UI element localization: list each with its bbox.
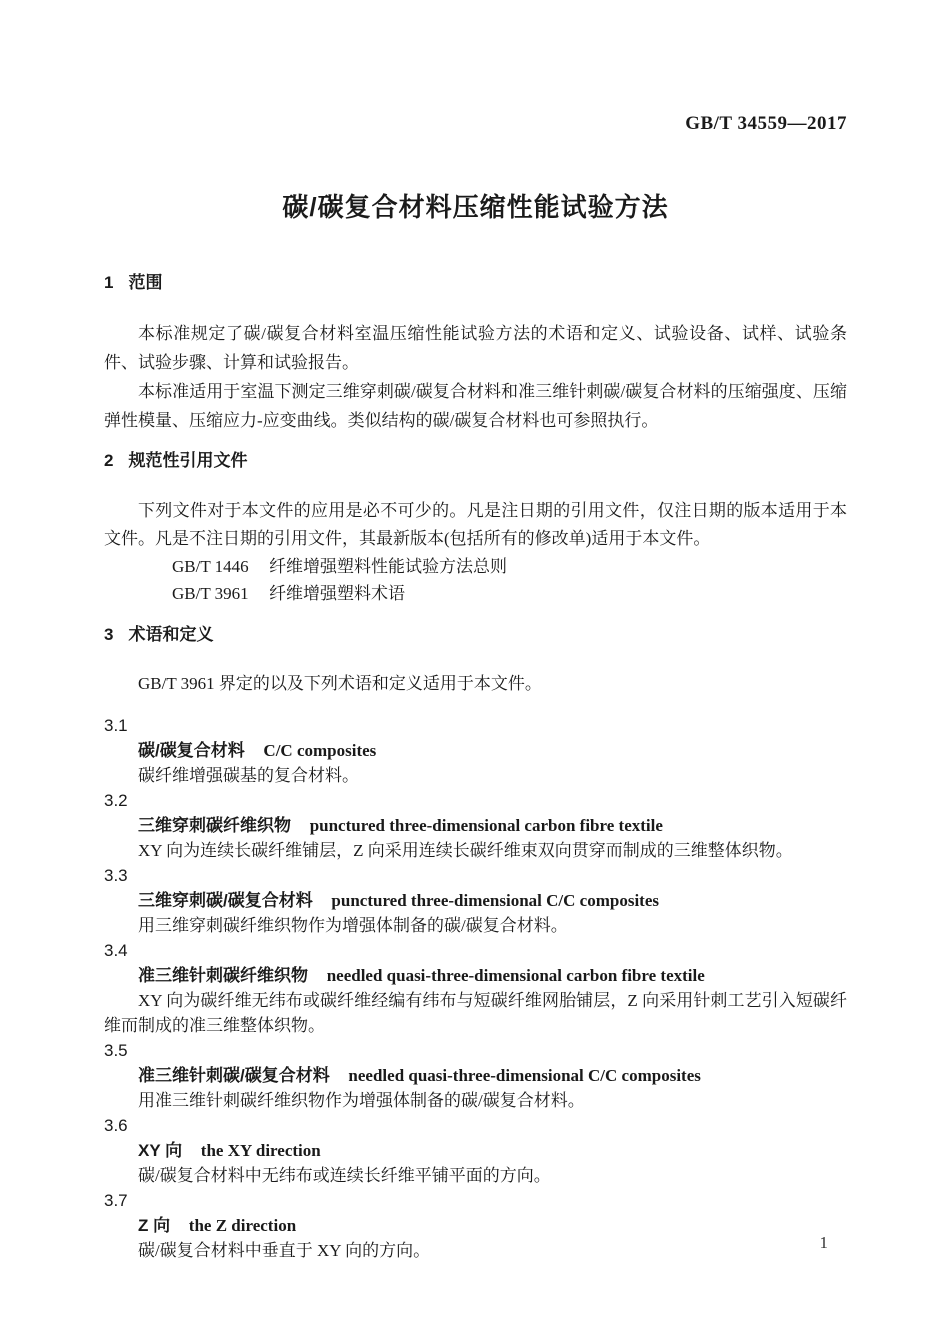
section-1-paragraph-1: 本标准规定了碳/碳复合材料室温压缩性能试验方法的术语和定义、试验设备、试样、试验条件、试验步骤、计算和试验报告。 <box>104 324 847 372</box>
standard-number: GB/T 34559—2017 <box>685 113 847 134</box>
section-1-paragraph-2: 本标准适用于室温下测定三维穿刺碳/碳复合材料和准三维针刺碳/碳复合材料的压缩强度、压缩弹性模量、压缩应力-应变曲线。类似结构的碳/碳复合材料也可参照执行。 <box>104 382 847 430</box>
term-title <box>104 963 847 988</box>
term-title-zh: 三维穿刺碳纤维织物 <box>138 816 291 835</box>
term-number: 3.7 <box>104 1191 128 1210</box>
section-1-heading <box>104 271 847 295</box>
term-block <box>104 1038 847 1113</box>
section-2-paragraph-1: 下列文件对于本文件的应用是必不可少的。凡是注日期的引用文件，仅注日期的版本适用于本文件。凡是不注日期的引用文件，其最新版本(包括所有的修改单)适用于本文件。 <box>104 501 847 548</box>
term-title-zh: XY 向 <box>138 1141 183 1160</box>
term-title-zh: 三维穿刺碳/碳复合材料 <box>138 891 313 910</box>
reference-code: GB/T 3961 <box>172 584 249 603</box>
term-title-zh: 准三维针刺碳纤维织物 <box>138 966 308 985</box>
term-block <box>104 788 847 863</box>
term-title <box>104 888 847 913</box>
reference-item <box>104 553 847 580</box>
reference-item <box>104 580 847 607</box>
term-title-en: the XY direction <box>200 1141 321 1160</box>
reference-code: GB/T 1446 <box>172 557 249 576</box>
term-title <box>104 1213 847 1238</box>
term-definition: 碳纤维增强碳基的复合材料。 <box>138 766 359 785</box>
term-definition: XY 向为碳纤维无纬布或碳纤维经编有纬布与短碳纤维网胎铺层，Z 向采用针刺工艺引入短碳纤维而制成的准三维整体织物。 <box>104 991 847 1035</box>
term-definition: 碳/碳复合材料中垂直于 XY 向的方向。 <box>138 1241 431 1260</box>
term-number: 3.6 <box>104 1116 128 1135</box>
section-2-number: 2 <box>104 451 114 470</box>
section-1-heading-text: 范围 <box>128 273 163 292</box>
term-title-en: needled quasi-three-dimensional C/C composites <box>348 1066 701 1085</box>
term-title-en: punctured three-dimensional C/C composites <box>331 891 659 910</box>
page-title: 碳/碳复合材料压缩性能试验方法 <box>282 192 669 222</box>
section-3-number: 3 <box>104 625 114 644</box>
section-3-intro: GB/T 3961 界定的以及下列术语和定义适用于本文件。 <box>138 674 542 693</box>
term-title <box>104 813 847 838</box>
term-number: 3.3 <box>104 866 128 885</box>
term-title-zh: Z 向 <box>138 1216 171 1235</box>
term-number: 3.2 <box>104 791 128 810</box>
section-2-heading <box>104 449 847 473</box>
term-definition: 用三维穿刺碳纤维织物作为增强体制备的碳/碳复合材料。 <box>138 916 568 935</box>
section-3-heading <box>104 623 847 647</box>
term-title-en: punctured three-dimensional carbon fibre textile <box>309 816 663 835</box>
term-title-en: needled quasi-three-dimensional carbon fibre textile <box>326 966 705 985</box>
term-definition: XY 向为连续长碳纤维铺层，Z 向采用连续长碳纤维束双向贯穿而制成的三维整体织物。 <box>138 841 793 860</box>
term-title <box>104 1138 847 1163</box>
term-block <box>104 938 847 1038</box>
term-definition: 碳/碳复合材料中无纬布或连续长纤维平铺平面的方向。 <box>138 1166 551 1185</box>
term-title <box>104 1063 847 1088</box>
reference-title: 纤维增强塑料术语 <box>269 584 406 603</box>
term-title-en: C/C composites <box>263 741 377 760</box>
section-1-number: 1 <box>104 273 114 292</box>
section-3-heading-text: 术语和定义 <box>128 625 214 644</box>
term-number: 3.5 <box>104 1041 128 1060</box>
term-title-zh: 碳/碳复合材料 <box>138 741 245 760</box>
page-number: 1 <box>819 1233 828 1252</box>
reference-title: 纤维增强塑料性能试验方法总则 <box>269 557 508 576</box>
term-title-zh: 准三维针刺碳/碳复合材料 <box>138 1066 330 1085</box>
term-title <box>104 738 847 763</box>
term-definition: 用准三维针刺碳纤维织物作为增强体制备的碳/碳复合材料。 <box>138 1091 585 1110</box>
term-block <box>104 713 847 788</box>
term-number: 3.1 <box>104 716 128 735</box>
term-block <box>104 1113 847 1188</box>
term-title-en: the Z direction <box>188 1216 297 1235</box>
term-block <box>104 863 847 938</box>
term-block <box>104 1188 847 1263</box>
term-number: 3.4 <box>104 941 128 960</box>
section-2-heading-text: 规范性引用文件 <box>128 451 248 470</box>
